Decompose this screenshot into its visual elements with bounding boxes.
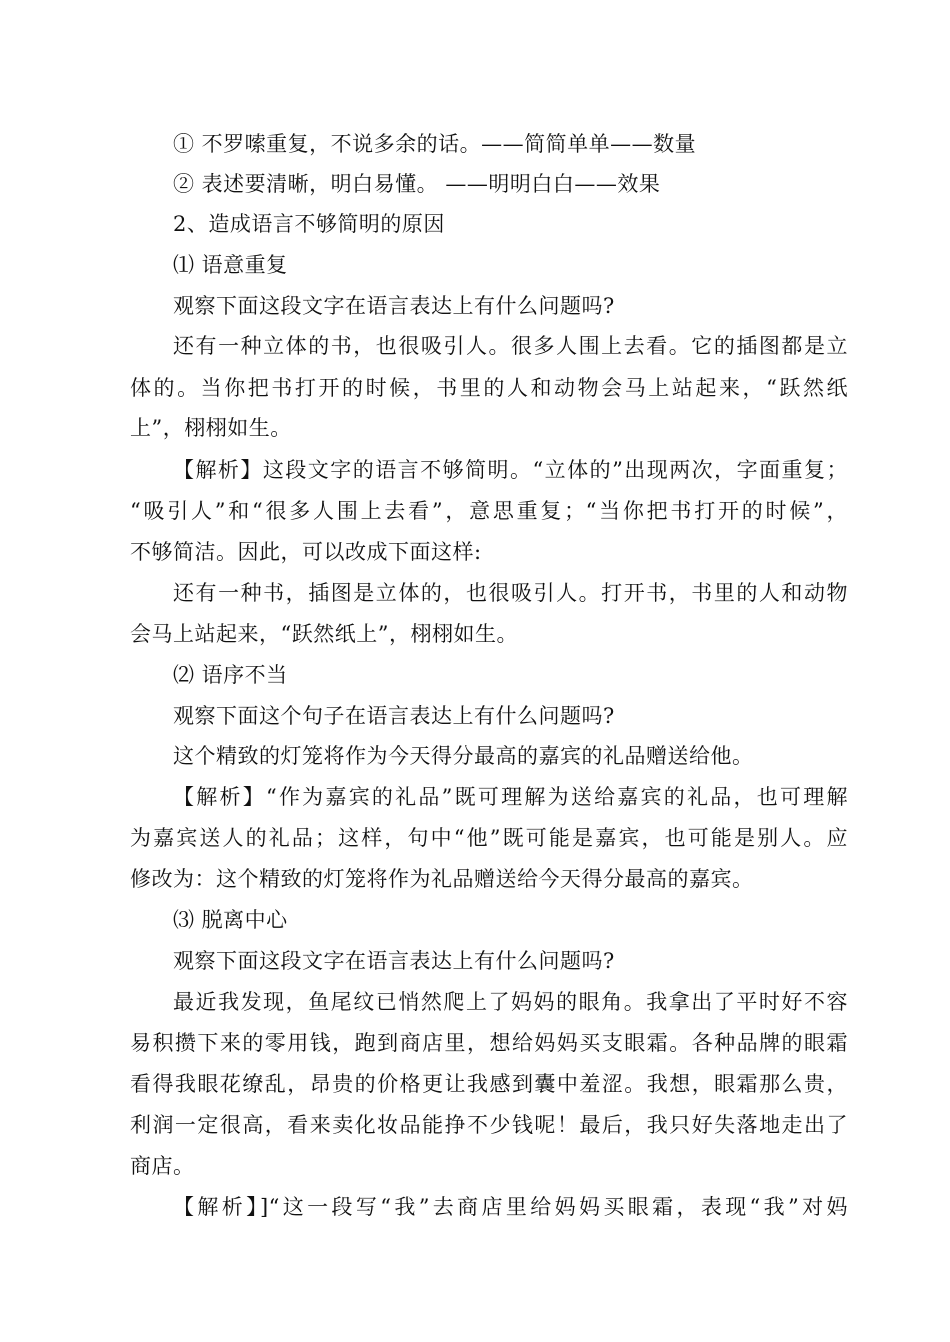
text-line: 观察下面这个句子在语言表达上有什么问题吗? — [173, 704, 615, 728]
text-line: ② 表述要清晰，明白易懂。 ——明明白白——效果 — [173, 172, 661, 196]
analysis-line: 【解析】“作为嘉宾的礼品”既可理解为送给嘉宾的礼品，也可理解 — [173, 785, 848, 809]
text-line: 还有一种书，插图是立体的，也很吸引人。打开书，书里的人和动物 — [173, 581, 848, 605]
text-line: 易积攒下来的零用钱，跑到商店里，想给妈妈买支眼霜。各种品牌的眼霜 — [130, 1031, 848, 1055]
text-line: “吸引人”和“很多人围上去看”，意思重复；“当你把书打开的时候”， — [130, 499, 848, 523]
text-line: 为嘉宾送人的礼品；这样，句中“他”既可能是嘉宾，也可能是别人。应 — [130, 826, 848, 850]
text-line: 这个精致的灯笼将作为今天得分最高的嘉宾的礼品赠送给他。 — [173, 744, 754, 768]
text-line: 观察下面这段文字在语言表达上有什么问题吗? — [173, 949, 615, 973]
subsection-heading: ⑶ 脱离中心 — [173, 908, 288, 932]
text-line: 会马上站起来，“跃然纸上”，栩栩如生。 — [130, 622, 518, 646]
text-line: 修改为：这个精致的灯笼将作为礼品赠送给今天得分最高的嘉宾。 — [130, 867, 754, 891]
section-heading: 2、造成语言不够简明的原因 — [173, 212, 445, 236]
text-line: 看得我眼花缭乱，昂贵的价格更让我感到囊中羞涩。我想，眼霜那么贵， — [130, 1072, 848, 1096]
text-line: 体的。当你把书打开的时候，书里的人和动物会马上站起来，“跃然纸 — [130, 376, 848, 400]
text-line: 还有一种立体的书，也很吸引人。很多人围上去看。它的插图都是立 — [173, 334, 848, 358]
text-line: 不够简洁。因此，可以改成下面这样: — [130, 540, 482, 564]
text-line: 观察下面这段文字在语言表达上有什么问题吗? — [173, 294, 615, 318]
analysis-line: 【解析】这段文字的语言不够简明。“立体的”出现两次，字面重复； — [173, 458, 848, 482]
subsection-heading: ⑴ 语意重复 — [173, 253, 288, 277]
text-line: 利润一定很高，看来卖化妆品能挣不少钱呢！最后，我只好失落地走出了 — [130, 1113, 848, 1137]
analysis-line: 【解析】]“这一段写“我”去商店里给妈妈买眼霜，表现“我”对妈 — [173, 1195, 848, 1219]
text-line: 上”，栩栩如生。 — [130, 416, 292, 440]
text-line: 最近我发现，鱼尾纹已悄然爬上了妈妈的眼角。我拿出了平时好不容 — [173, 990, 848, 1014]
text-line: ① 不罗嗦重复，不说多余的话。——简简单单——数量 — [173, 132, 697, 156]
subsection-heading: ⑵ 语序不当 — [173, 663, 288, 687]
text-line: 商店。 — [130, 1154, 195, 1178]
